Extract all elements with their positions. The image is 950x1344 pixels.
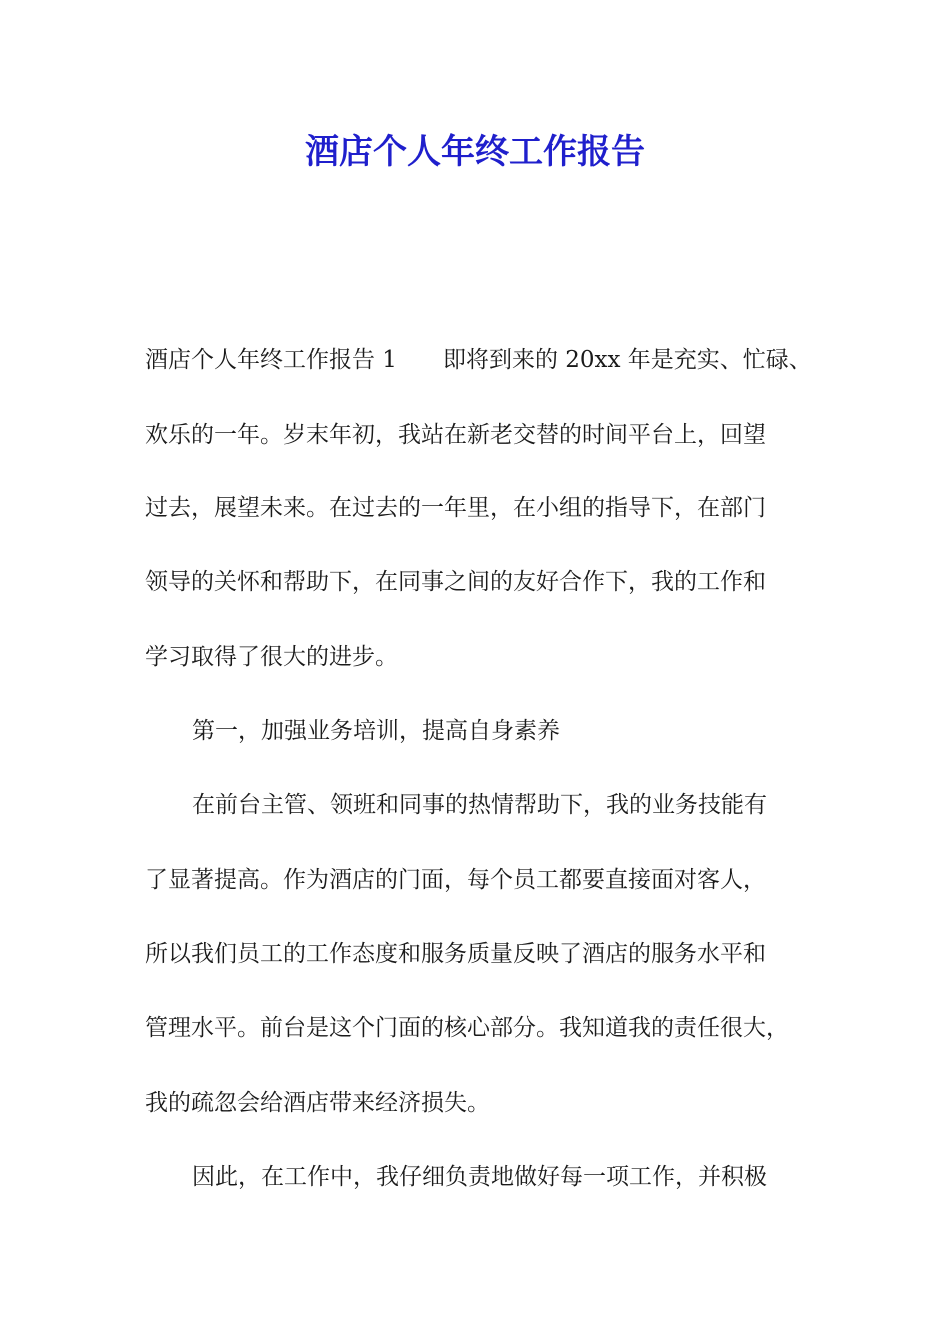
body-line-2: 欢乐的一年。岁末年初，我站在新老交替的时间平台上，回望 (145, 422, 766, 448)
body-line-11: 我的疏忽会给酒店带来经济损失。 (145, 1090, 490, 1116)
document-title: 酒店个人年终工作报告 (305, 132, 645, 172)
body-line-9: 所以我们员工的工作态度和服务质量反映了酒店的服务水平和 (145, 941, 766, 967)
body-line-12: 因此，在工作中，我仔细负责地做好每一项工作，并积极 (192, 1164, 767, 1190)
body-line-7: 在前台主管、领班和同事的热情帮助下，我的业务技能有 (192, 792, 767, 818)
body-line-8: 了显著提高。作为酒店的门面，每个员工都要直接面对客人， (145, 867, 766, 893)
body-line-10: 管理水平。前台是这个门面的核心部分。我知道我的责任很大， (145, 1015, 789, 1041)
body-line-4: 领导的关怀和帮助下，在同事之间的友好合作下，我的工作和 (145, 569, 766, 595)
body-line-3: 过去，展望未来。在过去的一年里，在小组的指导下，在部门 (145, 495, 766, 521)
body-line-5: 学习取得了很大的进步。 (145, 644, 398, 670)
section-heading-1: 第一，加强业务培训，提高自身素养 (192, 718, 560, 744)
body-line-1: 酒店个人年终工作报告 1 即将到来的 20xx 年是充实、忙碌、 (145, 347, 812, 373)
